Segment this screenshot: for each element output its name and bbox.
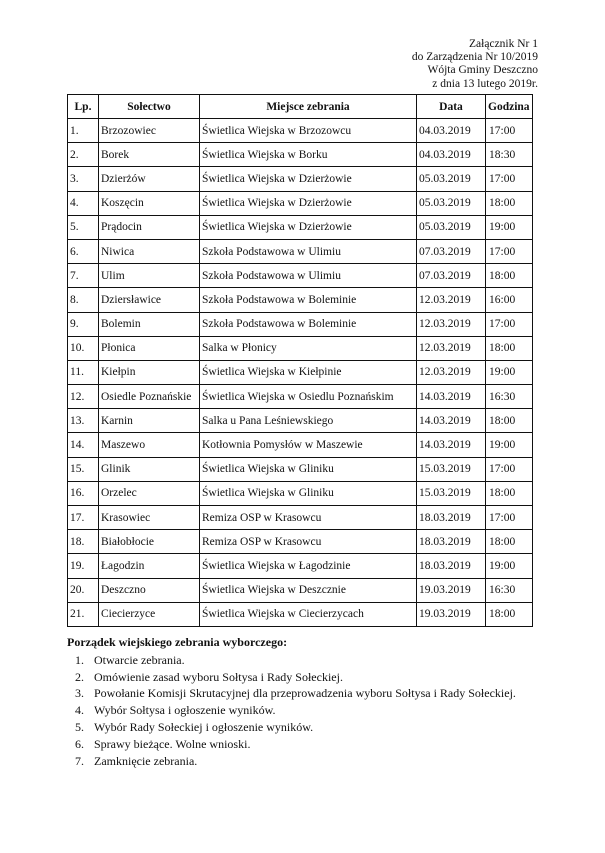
time-cell: 17:00 [486,457,533,481]
solectwo-cell: Maszewo [99,433,200,457]
row-number: 17. [68,506,99,530]
date-cell: 05.03.2019 [417,215,486,239]
time-cell: 16:30 [486,578,533,602]
date-cell: 04.03.2019 [417,143,486,167]
date-cell: 12.03.2019 [417,360,486,384]
location-cell: Świetlica Wiejska w Brzozowcu [200,119,417,143]
solectwo-cell: Ulim [99,264,200,288]
issue-date: z dnia 13 lutego 2019r. [432,77,538,90]
date-cell: 14.03.2019 [417,385,486,409]
table-row [68,143,533,167]
time-cell: 18:00 [486,409,533,433]
time-cell: 18:30 [486,143,533,167]
location-cell: Świetlica Wiejska w Gliniku [200,481,417,505]
time-cell: 17:00 [486,167,533,191]
location-cell: Szkoła Podstawowa w Boleminie [200,288,417,312]
date-cell: 19.03.2019 [417,578,486,602]
table-row [68,385,533,409]
table-row [68,119,533,143]
location-cell: Salka w Płonicy [200,336,417,360]
row-number: 2. [68,143,99,167]
meetings-table [67,94,533,627]
row-number: 9. [68,312,99,336]
solectwo-cell: Orzelec [99,481,200,505]
row-number: 20. [68,578,99,602]
agenda-item-text: Zamknięcie zebrania. [94,753,198,768]
time-cell: 18:00 [486,530,533,554]
location-cell: Świetlica Wiejska w Ciecierzycach [200,602,417,626]
location-cell: Świetlica Wiejska w Dzierżowie [200,191,417,215]
date-cell: 04.03.2019 [417,119,486,143]
date-cell: 18.03.2019 [417,554,486,578]
agenda-item-number: 3. [75,686,84,701]
row-number: 4. [68,191,99,215]
table-row [68,312,533,336]
agenda-item-number: 6. [75,736,84,751]
agenda-item-number: 2. [75,669,84,684]
row-number: 21. [68,602,99,626]
column-header-miejsce: Miejsce zebrania [200,95,417,119]
location-cell: Świetlica Wiejska w Dzierżowie [200,215,417,239]
table-body [68,119,533,627]
agenda-item-text: Sprawy bieżące. Wolne wnioski. [94,736,251,751]
time-cell: 19:00 [486,360,533,384]
date-cell: 05.03.2019 [417,191,486,215]
location-cell: Świetlica Wiejska w Borku [200,143,417,167]
date-cell: 15.03.2019 [417,457,486,481]
date-cell: 12.03.2019 [417,288,486,312]
agenda-item-text: Wybór Rady Sołeckiej i ogłoszenie wyników. [94,719,314,734]
agenda-item [75,652,537,669]
location-cell: Świetlica Wiejska w Kiełpinie [200,360,417,384]
table-row [68,506,533,530]
issuer: Wójta Gminy Deszczno [427,64,538,77]
row-number: 18. [68,530,99,554]
date-cell: 05.03.2019 [417,167,486,191]
row-number: 14. [68,433,99,457]
agenda-item-number: 7. [75,753,84,768]
table-row [68,409,533,433]
solectwo-cell: Krasowiec [99,506,200,530]
date-cell: 07.03.2019 [417,239,486,263]
date-cell: 15.03.2019 [417,481,486,505]
time-cell: 17:00 [486,506,533,530]
date-cell: 07.03.2019 [417,264,486,288]
column-header-lp: Lp. [68,95,99,119]
table-row [68,554,533,578]
solectwo-cell: Bolemin [99,312,200,336]
time-cell: 16:00 [486,288,533,312]
agenda-item [75,702,537,719]
agenda-item-text: Otwarcie zebrania. [94,652,185,667]
row-number: 16. [68,481,99,505]
table-row [68,264,533,288]
time-cell: 19:00 [486,554,533,578]
location-cell: Świetlica Wiejska w Osiedlu Poznańskim [200,385,417,409]
solectwo-cell: Koszęcin [99,191,200,215]
agenda-item-number: 1. [75,652,84,667]
date-cell: 18.03.2019 [417,506,486,530]
date-cell: 18.03.2019 [417,530,486,554]
solectwo-cell: Białobłocie [99,530,200,554]
location-cell: Salka u Pana Leśniewskiego [200,409,417,433]
agenda-item [75,753,537,770]
row-number: 13. [68,409,99,433]
solectwo-cell: Dziersławice [99,288,200,312]
row-number: 1. [68,119,99,143]
agenda-title: Porządek wiejskiego zebrania wyborczego: [67,635,288,649]
table-row [68,167,533,191]
row-number: 12. [68,385,99,409]
location-cell: Kotłownia Pomysłów w Maszewie [200,433,417,457]
row-number: 6. [68,239,99,263]
agenda-item [75,669,537,686]
table-row [68,481,533,505]
time-cell: 18:00 [486,602,533,626]
time-cell: 19:00 [486,215,533,239]
table-row [68,288,533,312]
agenda-item-number: 5. [75,719,84,734]
row-number: 10. [68,336,99,360]
solectwo-cell: Borek [99,143,200,167]
row-number: 7. [68,264,99,288]
ordinance-reference: do Zarządzenia Nr 10/2019 [411,51,538,64]
solectwo-cell: Brzozowiec [99,119,200,143]
row-number: 11. [68,360,99,384]
attachment-label: Załącznik Nr 1 [469,38,538,50]
agenda-item-number: 4. [75,703,84,718]
location-cell: Remiza OSP w Krasowcu [200,506,417,530]
table-row [68,457,533,481]
document-header [412,38,538,91]
solectwo-cell: Deszczno [99,578,200,602]
location-cell: Szkoła Podstawowa w Ulimiu [200,264,417,288]
date-cell: 14.03.2019 [417,409,486,433]
time-cell: 16:30 [486,385,533,409]
solectwo-cell: Karnin [99,409,200,433]
location-cell: Remiza OSP w Krasowcu [200,530,417,554]
table-row [68,360,533,384]
time-cell: 17:00 [486,119,533,143]
row-number: 15. [68,457,99,481]
location-cell: Szkoła Podstawowa w Ulimiu [200,239,417,263]
location-cell: Świetlica Wiejska w Gliniku [200,457,417,481]
solectwo-cell: Osiedle Poznańskie [99,385,200,409]
table-row [68,239,533,263]
agenda-item-text: Wybór Sołtysa i ogłoszenie wyników. [94,703,276,718]
date-cell: 12.03.2019 [417,312,486,336]
location-cell: Szkoła Podstawowa w Boleminie [200,312,417,336]
agenda-section [67,634,537,769]
solectwo-cell: Kiełpin [99,360,200,384]
time-cell: 19:00 [486,433,533,457]
table-row [68,191,533,215]
table-row [68,215,533,239]
solectwo-cell: Prądocin [99,215,200,239]
date-cell: 14.03.2019 [417,433,486,457]
agenda-list [67,652,537,770]
solectwo-cell: Ciecierzyce [99,602,200,626]
location-cell: Świetlica Wiejska w Dzierżowie [200,167,417,191]
column-header-godzina: Godzina [486,95,533,119]
agenda-item-text: Omówienie zasad wyboru Sołtysa i Rady Sołeckiej. [94,669,343,684]
table-row [68,530,533,554]
agenda-item-text: Powołanie Komisji Skrutacyjnej dla przeprowadzenia wyboru Sołtysa i Rady Sołeckiej. [94,686,516,701]
solectwo-cell: Dzierżów [99,167,200,191]
row-number: 8. [68,288,99,312]
agenda-item [75,719,537,736]
time-cell: 17:00 [486,312,533,336]
row-number: 3. [68,167,99,191]
time-cell: 18:00 [486,481,533,505]
table-row [68,336,533,360]
date-cell: 12.03.2019 [417,336,486,360]
table-row [68,433,533,457]
solectwo-cell: Niwica [99,239,200,263]
row-number: 19. [68,554,99,578]
table-row [68,578,533,602]
solectwo-cell: Łagodzin [99,554,200,578]
column-header-solectwo: Sołectwo [99,95,200,119]
date-cell: 19.03.2019 [417,602,486,626]
agenda-item [75,736,537,753]
table-header-row [68,95,533,119]
solectwo-cell: Glinik [99,457,200,481]
time-cell: 18:00 [486,264,533,288]
location-cell: Świetlica Wiejska w Deszcznie [200,578,417,602]
column-header-data: Data [417,95,486,119]
location-cell: Świetlica Wiejska w Łagodzinie [200,554,417,578]
row-number: 5. [68,215,99,239]
solectwo-cell: Płonica [99,336,200,360]
time-cell: 18:00 [486,336,533,360]
time-cell: 18:00 [486,191,533,215]
time-cell: 17:00 [486,239,533,263]
table-row [68,602,533,626]
agenda-item [75,685,537,702]
